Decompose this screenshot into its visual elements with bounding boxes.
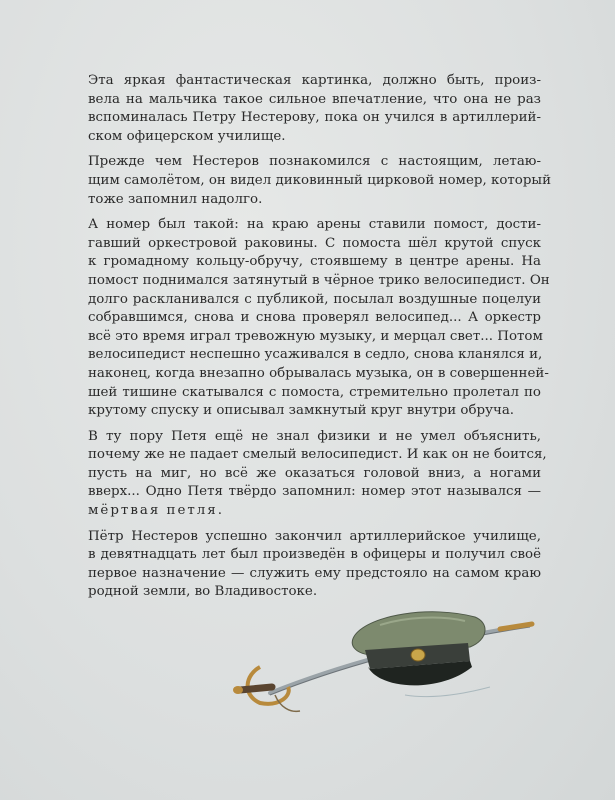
paragraph-2 bbox=[88, 153, 552, 209]
text-line: к громадному кольцу-обручу, стоявшему в центре арены. На bbox=[88, 254, 541, 270]
text-line: родной земли, во Владивостоке. bbox=[88, 584, 318, 600]
paragraph-4 bbox=[88, 428, 547, 521]
scabbard-tip bbox=[500, 624, 532, 629]
paragraph-3 bbox=[88, 216, 550, 421]
text-line: щим самолётом, он видел диковинный цирковой номер, который bbox=[88, 172, 552, 188]
text-line: вверх... Одно Петя твёрдо запомнил: номер этот назывался — bbox=[88, 484, 541, 500]
paragraph-5 bbox=[88, 528, 541, 602]
term-dead-loop: мёртвая петля. bbox=[88, 503, 225, 519]
text-line: вспоминалась Петру Нестерову, пока он учился в артиллерий- bbox=[88, 110, 541, 126]
text-line: В ту пору Петя ещё не знал физики и не умел объяснить, bbox=[88, 428, 541, 444]
sabre-grip bbox=[240, 687, 272, 690]
text-line: Пётр Нестеров успешно закончил артиллерийское училище, bbox=[88, 528, 541, 544]
text-line: гавший оркестровой раковины. С помоста шёл крутой спуск bbox=[88, 235, 541, 251]
paragraph-1 bbox=[88, 72, 541, 146]
text-line: шей тишине скатывался с помоста, стремительно пролетал по bbox=[88, 384, 541, 400]
text-line: крутому спуску и описывал замкнутый круг внутри обруча. bbox=[88, 403, 515, 419]
cap-badge bbox=[411, 649, 425, 661]
text-line: собравшимся, снова и снова проверял велосипед... А оркестр bbox=[88, 310, 541, 326]
text-line: всё это время играл тревожную музыку, и мерцал свет... Потом bbox=[88, 328, 543, 344]
text-line: вела на мальчика такое сильное впечатление, что она не раз bbox=[88, 91, 541, 107]
text-line: А номер был такой: на краю арены ставили помост, дости- bbox=[88, 217, 541, 233]
text-line: велосипедист неспешно усаживался в седло, снова кланялся и, bbox=[88, 347, 543, 363]
cap-and-sabre-illustration bbox=[230, 595, 540, 725]
text-line: пусть на миг, но всё же оказаться головой вниз, а ногами bbox=[88, 465, 541, 481]
text-line: тоже запомнил надолго. bbox=[88, 191, 263, 207]
text-line: долго раскланивался с публикой, посылал воздушные поцелуи bbox=[88, 291, 541, 307]
text-line: Эта яркая фантастическая картинка, должно быть, произ- bbox=[88, 73, 541, 88]
text-line: Прежде чем Нестеров познакомился с настоящим, летаю- bbox=[88, 154, 541, 170]
text-line: ском офицерском училище. bbox=[88, 128, 286, 144]
text-line: помост поднимался затянутый в чёрное трико велосипедист. Он bbox=[88, 272, 550, 288]
text-line: в девятнадцать лет был произведён в офицеры и получил своё bbox=[88, 547, 541, 563]
text-block bbox=[88, 72, 552, 609]
text-line: почему же не падает смелый велосипедист. И как он не боится, bbox=[88, 447, 547, 463]
text-line: наконец, когда внезапно обрывалась музыка, он в совершенней- bbox=[88, 365, 549, 381]
text-line: первое назначение — служить ему предстояло на самом краю bbox=[88, 565, 541, 581]
